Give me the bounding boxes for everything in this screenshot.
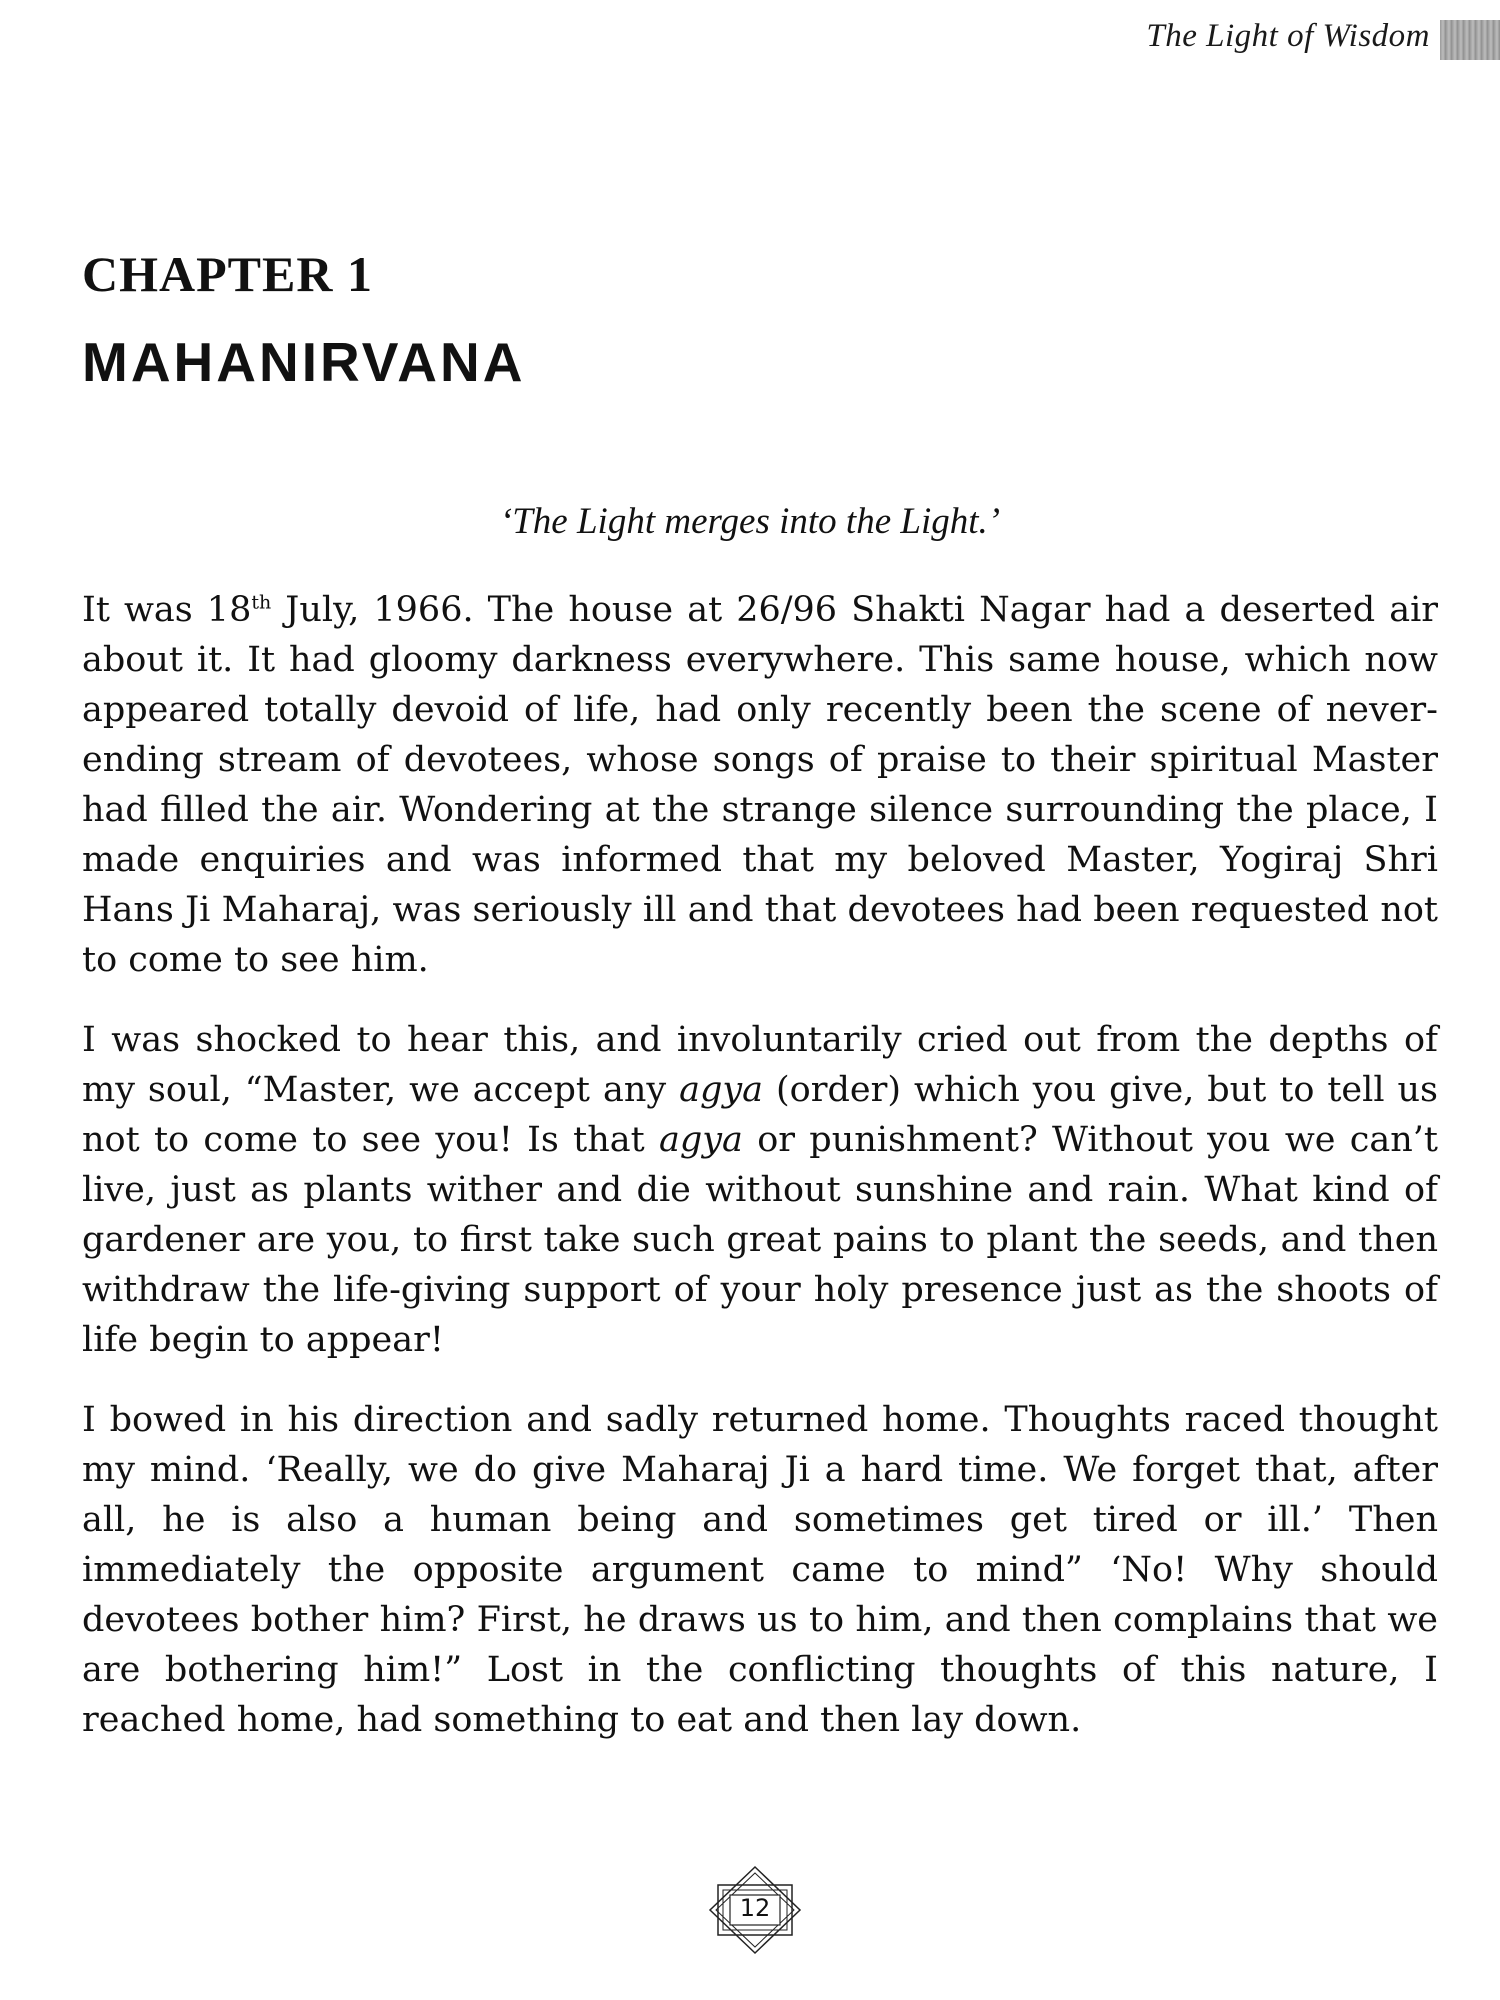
italic-term: agya (659, 1120, 743, 1160)
paragraph-1-start: It was 18 (82, 590, 252, 630)
paragraph-1 (82, 585, 1438, 985)
body-text (82, 585, 1438, 1775)
paragraph-2-part-3: or punishment? Without you we can’t live, just as plants wither and die without sunshine and rain. What kind of gardener are you, to first take such great pains to plant the seeds, and then withdraw the life-giving support of your holy presence just as the shoots of life begin to appear! (82, 1120, 1439, 1360)
paragraph-2-part-2: (order) which you give, but to tell us not to come to see you! Is that (82, 1070, 1439, 1160)
paragraph-2 (82, 1015, 1438, 1365)
paragraph-3: I bowed in his direction and sadly returned home. Thoughts raced thought my mind. ‘Really, we do give Maharaj Ji a hard time. We forget that, after all, he is also a human being and sometimes get tired or ill.’ Then immediately the opposite argument came to mind” ‘No! Why should devotees bother him? First, he draws us to him, and then complains that we are bothering him!” Lost in the conflicting thoughts of this nature, I reached home, had something to eat and then lay down. (82, 1400, 1438, 1740)
paragraph-1-rest: July, 1966. The house at 26/96 Shakti Nagar had a deserted air about it. It had gloomy darkness everywhere. This same house, which now appeared totally devoid of life, had only recently been the scene of never-ending stream of devotees, whose songs of praise to their spiritual Master had filled the air. Wondering at the strange silence surrounding the place, I made enquiries and was informed that my beloved Master, Yogiraj Shri Hans Ji Maharaj, was seriously ill and that devotees had been requested not to come to see him. (82, 590, 1439, 980)
paragraph-2-part-1: I was shocked to hear this, and involuntarily cried out from the depths of my soul, “Master, we accept any (82, 1020, 1438, 1110)
ordinal-suffix: th (251, 591, 272, 614)
page-number-ornament (700, 1865, 810, 1955)
italic-term: agya (679, 1070, 764, 1110)
chapter-label: CHAPTER 1 (82, 246, 373, 302)
chapter-title: MAHANIRVANA (82, 331, 526, 393)
page-number: 12 (739, 1894, 771, 1922)
epigraph: ‘The Light merges into the Light.’ (499, 501, 1001, 542)
running-header: The Light of Wisdom (1146, 18, 1430, 54)
header-tab (1440, 20, 1500, 60)
